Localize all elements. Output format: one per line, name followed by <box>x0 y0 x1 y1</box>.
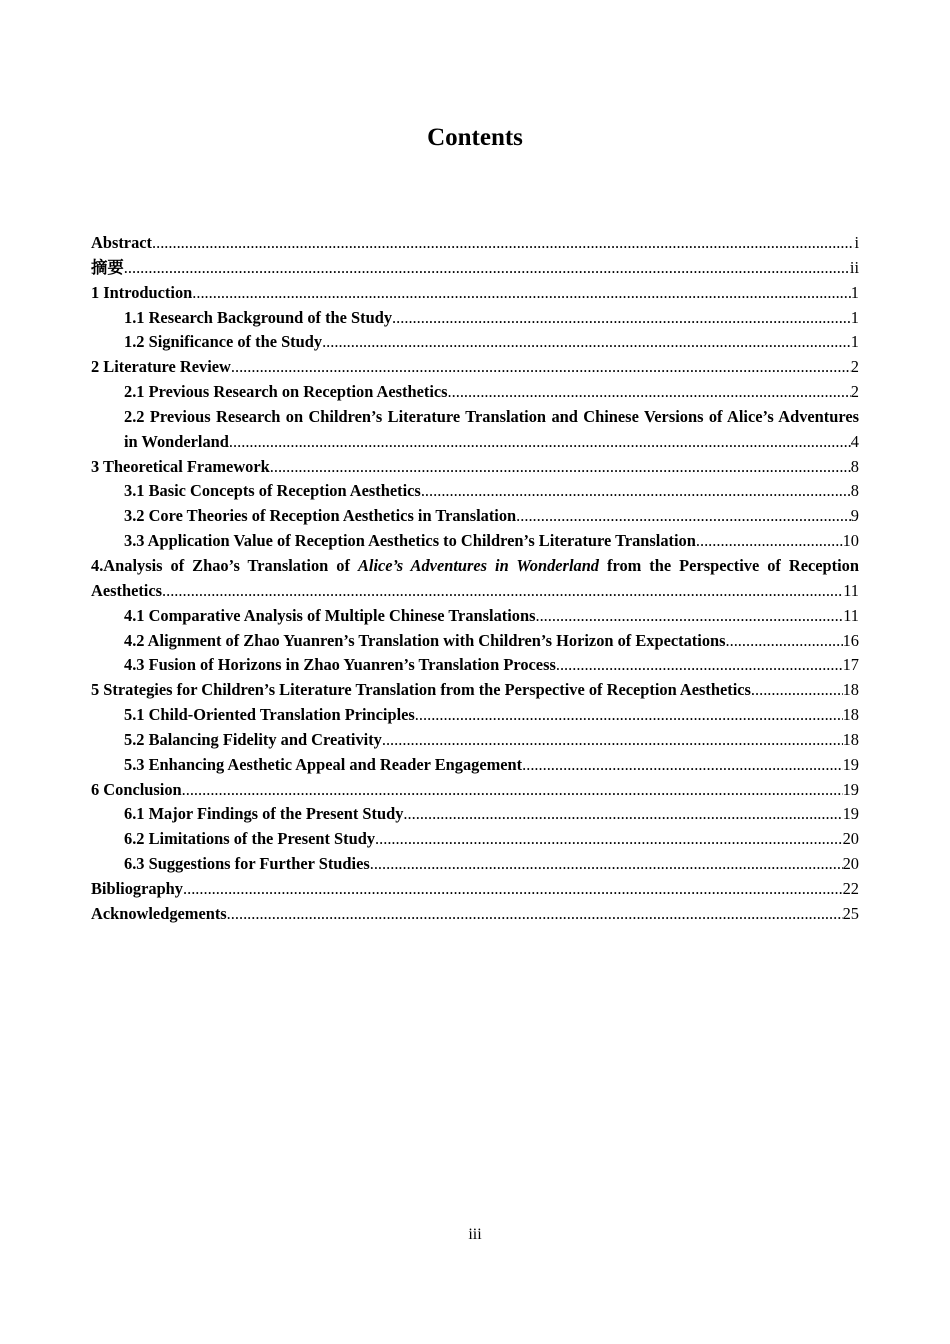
toc-entry-6-2[interactable] <box>91 827 859 852</box>
toc-entry-5-3[interactable] <box>91 753 859 778</box>
toc-entry-label: 1.2 Significance of the Study <box>124 332 323 352</box>
toc-entry-page: 25 <box>842 903 859 923</box>
toc-entry-1-1[interactable] <box>91 306 859 331</box>
leader-dots <box>322 330 851 355</box>
toc-entry-page: i <box>854 233 859 252</box>
toc-entry-label: 3.2 Core Theories of Reception Aesthetics in Translation <box>124 506 517 526</box>
toc-entry-page: 2 <box>850 382 859 402</box>
toc-entry-page: 10 <box>842 531 859 551</box>
toc-entry-analysis[interactable] <box>91 579 859 604</box>
toc-entry-2-2-line1[interactable]: 2.2 Previous Research on Children’s Literature Translation and Chinese Versions of Alice’s Adventures <box>124 406 859 426</box>
toc-entry-5-2[interactable] <box>91 728 859 753</box>
toc-entry-label: Aesthetics <box>91 580 163 600</box>
toc-entry-abstract[interactable] <box>91 231 859 256</box>
toc-entry-page: 9 <box>850 506 859 526</box>
toc-entry-label: 摘要 <box>91 257 124 277</box>
toc-entry-page: 20 <box>842 854 859 874</box>
toc-entry-label: 5 Strategies for Children’s Literature Translation from the Perspective of Reception Aesthetics <box>91 680 751 700</box>
toc-entry-label: 3 Theoretical Framework <box>91 456 270 476</box>
toc-entry-label: 6 Conclusion <box>91 779 182 799</box>
leader-dots <box>726 629 843 654</box>
toc-entry-label: 2.1 Previous Research on Reception Aesthetics <box>124 382 448 402</box>
toc-entry-page: 11 <box>843 580 859 600</box>
toc-entry-2-1[interactable] <box>91 380 859 405</box>
toc-entry-6-1[interactable] <box>91 802 859 827</box>
toc-entry-label: Bibliography <box>91 878 183 898</box>
toc-entry-page: 2 <box>850 357 859 377</box>
toc-entry-label: Acknowledgements <box>91 903 227 923</box>
leader-dots <box>382 728 843 753</box>
toc-entry-label: in Wonderland <box>124 431 229 451</box>
toc-entry-page: 1 <box>850 332 859 352</box>
toc-entry-3-1[interactable] <box>91 479 859 504</box>
toc-entry-2-2[interactable] <box>91 430 859 455</box>
toc-entry-label: 5.3 Enhancing Aesthetic Appeal and Reader Engagement <box>124 754 523 774</box>
leader-dots <box>162 579 843 604</box>
toc-entry-label: 2 Literature Review <box>91 357 231 377</box>
toc-entry-conclusion[interactable] <box>91 778 859 803</box>
toc-entry-page: 19 <box>842 779 859 799</box>
leader-dots <box>556 653 843 678</box>
page-title: Contents <box>427 124 523 151</box>
leader-dots <box>270 455 851 480</box>
toc-entry-4-2[interactable] <box>91 629 859 654</box>
toc-entry-theoretical-framework[interactable] <box>91 455 859 480</box>
leader-dots <box>229 430 851 455</box>
toc-entry-page: ii <box>849 257 859 277</box>
toc-entry-page: 17 <box>842 655 859 675</box>
leader-dots <box>448 380 851 405</box>
toc-entry-page: 8 <box>850 481 859 501</box>
book-title: Alice’s Adventures in Wonderland <box>357 555 599 575</box>
toc-entry-1-2[interactable] <box>91 330 859 355</box>
toc-entry-3-3[interactable] <box>91 529 859 554</box>
toc-entry-4-3[interactable] <box>91 653 859 678</box>
toc-entry-label: 6.3 Suggestions for Further Studies <box>124 854 370 874</box>
toc-entry-3-2[interactable] <box>91 504 859 529</box>
leader-dots <box>522 753 842 778</box>
toc-entry-page: 20 <box>842 829 859 849</box>
toc-entry-page: 11 <box>843 605 859 625</box>
toc-entry-page: 4 <box>850 431 859 451</box>
leader-dots <box>192 281 851 306</box>
toc-entry-page: 19 <box>842 804 859 824</box>
toc-entry-page: 1 <box>850 307 859 327</box>
toc-entry-page: 18 <box>842 729 859 749</box>
leader-dots <box>375 827 843 852</box>
toc-entry-acknowledgements[interactable] <box>91 902 859 927</box>
leader-dots <box>182 778 843 803</box>
toc-entry-label: 4.2 Alignment of Zhao Yuanren’s Translation with Children’s Horizon of Expectations <box>124 630 726 650</box>
leader-dots <box>392 306 851 331</box>
toc-entry-label: 6.2 Limitations of the Present Study <box>124 829 376 849</box>
toc-entry-5-1[interactable] <box>91 703 859 728</box>
leader-dots <box>696 529 843 554</box>
leader-dots <box>535 604 843 629</box>
toc-entry-chinese-abstract[interactable] <box>91 256 859 281</box>
toc-entry-label: 3.3 Application Value of Reception Aesthetics to Children’s Literature Translation <box>124 531 696 551</box>
toc-entry-bibliography[interactable] <box>91 877 859 902</box>
leader-dots <box>403 802 842 827</box>
toc-entry-6-3[interactable] <box>91 852 859 877</box>
toc-entry-label: 4.3 Fusion of Horizons in Zhao Yuanren’s Translation Process <box>124 655 556 675</box>
leader-dots <box>421 479 851 504</box>
leader-dots <box>516 504 851 529</box>
toc-entry-page: 18 <box>842 705 859 725</box>
leader-dots <box>231 355 851 380</box>
toc-entry-page: 22 <box>842 878 859 898</box>
leader-dots <box>370 852 843 877</box>
leader-dots <box>124 256 850 281</box>
toc-entry-introduction[interactable] <box>91 281 859 306</box>
toc-entry-label: 1 Introduction <box>91 282 193 302</box>
toc-entry-label-end: from the Perspective of Reception <box>607 555 859 575</box>
toc-entry-page: 18 <box>842 680 859 700</box>
leader-dots <box>183 877 843 902</box>
toc-entry-label: 5.1 Child-Oriented Translation Principles <box>124 705 415 725</box>
toc-entry-label: 4.1 Comparative Analysis of Multiple Chinese Translations <box>124 605 536 625</box>
toc-entry-page: 16 <box>842 630 859 650</box>
toc-entry-label: 1.1 Research Background of the Study <box>124 307 393 327</box>
toc-entry-literature-review[interactable] <box>91 355 859 380</box>
page-number: iii <box>468 1226 482 1243</box>
leader-dots <box>751 678 843 703</box>
toc-entry-label: 5.2 Balancing Fidelity and Creativity <box>124 729 382 749</box>
toc-entry-analysis-line1[interactable] <box>91 554 859 579</box>
leader-dots <box>415 703 843 728</box>
leader-dots <box>152 231 854 256</box>
toc-entry-strategies[interactable] <box>91 678 859 703</box>
toc-entry-label: 3.1 Basic Concepts of Reception Aesthetics <box>124 481 421 501</box>
toc-entry-label: 6.1 Major Findings of the Present Study <box>124 804 404 824</box>
toc-entry-page: 8 <box>850 456 859 476</box>
toc-entry-4-1[interactable] <box>91 604 859 629</box>
toc-entry-label-start: 4.Analysis of Zhao’s Translation of <box>91 555 350 575</box>
table-of-contents <box>91 231 859 927</box>
toc-entry-label: Abstract <box>91 233 152 252</box>
leader-dots <box>227 902 843 927</box>
toc-entry-page: 19 <box>842 754 859 774</box>
toc-entry-page: 1 <box>850 282 859 302</box>
